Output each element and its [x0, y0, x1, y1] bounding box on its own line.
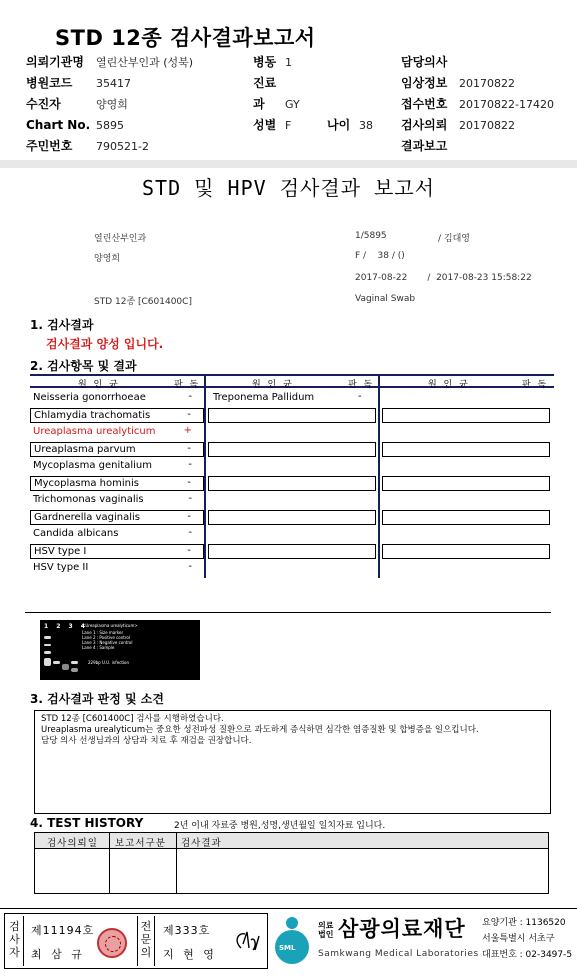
corp-type-1: 의료: [318, 921, 334, 930]
pathogen-row: [30, 561, 204, 576]
meta-id: 1/5895: [355, 231, 387, 241]
age-label: 나이: [327, 118, 351, 132]
inspector-seal-icon: [97, 928, 127, 958]
pathogen-row: [30, 476, 204, 491]
meta-dates: 2017-08-22 / 2017-08-23 15:58:22: [355, 273, 532, 283]
section1-heading: 1. 검사결과: [30, 318, 94, 332]
header-info-left: [26, 52, 193, 157]
empty-result-cell: [208, 476, 376, 491]
empty-result-cell: [382, 510, 550, 525]
treponema-row: [208, 391, 376, 406]
inspector-license: 제11194호: [31, 924, 95, 937]
age-value: 38: [359, 119, 373, 132]
section4-heading: 4. TEST HISTORY: [30, 816, 144, 830]
opinion-box: [34, 710, 551, 814]
report-footer: [0, 908, 577, 977]
history-column-line: [109, 833, 110, 893]
ward-label: 병동: [253, 55, 277, 69]
sex-value: F: [285, 119, 292, 132]
gel-lane-numbers: 1 2 3 4: [44, 623, 88, 630]
clinical-info-label: 임상정보: [401, 76, 448, 90]
gel-band: [44, 658, 51, 666]
section-divider: [0, 160, 577, 168]
department-value: GY: [285, 98, 300, 111]
empty-result-cell: [382, 544, 550, 559]
header-info-right: [401, 52, 554, 157]
gel-legend: [82, 623, 138, 650]
gel-band: [71, 668, 78, 672]
pathogen-name: HSV type II: [33, 562, 89, 573]
resident-no-label: 주민번호: [26, 139, 73, 153]
inspector-label-text: 검사자: [9, 920, 20, 959]
brand-name: 삼광의료재단: [338, 917, 466, 941]
col1-result-header: 판 독: [174, 380, 201, 390]
gel-legend-1: Lane 1 : Size marker: [82, 630, 124, 635]
opinion-line-1: STD 12종 [C601400C] 검사를 시행하였습니다.: [41, 714, 224, 724]
institution-info: [482, 915, 572, 963]
request-value: 20170822: [459, 119, 515, 132]
patient-label: 수진자: [26, 97, 61, 111]
gel-band: [53, 661, 60, 664]
pathogen-result: -: [188, 493, 192, 504]
brand-name-en: Samkwang Medical Laboratories: [318, 949, 479, 959]
pathogen-name: Mycoplasma genitalium: [33, 460, 152, 471]
column-divider: [204, 374, 206, 578]
clinic-label: 의뢰기관명: [26, 55, 84, 69]
request-label: 검사의뢰: [401, 118, 448, 132]
pathogen-name: Gardnerella vaginalis: [34, 512, 140, 523]
gel-electrophoresis-image: [40, 620, 200, 680]
gel-legend-3: Lane 3 : Negative control: [82, 640, 133, 645]
chart-no-label: Chart No.: [26, 118, 91, 132]
meta-test: STD 12종 [C601400C]: [94, 297, 192, 307]
chart-no-value: 5895: [96, 119, 124, 132]
doctor-label: 담당의사: [401, 55, 448, 69]
meta-specimen: Vaginal Swab: [355, 294, 416, 304]
institution-address: 서울특별시 서초구: [482, 934, 555, 944]
pathogen-name: Neisseria gonorrhoeae: [33, 392, 146, 403]
gel-band: [44, 651, 51, 654]
empty-result-cell: [208, 544, 376, 559]
pathogen-name: Mycoplasma hominis: [34, 478, 139, 489]
table-header: [30, 374, 554, 388]
section2-heading: 2. 검사항목 및 결과: [30, 359, 137, 373]
empty-result-cell: [382, 476, 550, 491]
gel-legend-4: Lane 4 : Sample: [82, 645, 115, 650]
treponema-name: Treponema Pallidum: [213, 392, 315, 403]
sex-label: 성별: [253, 118, 277, 132]
test-results-table: [30, 374, 554, 578]
resident-no-value: 790521-2: [96, 140, 149, 153]
col3-result-header: 판 독: [522, 380, 549, 390]
gel-band-note: 229bp U.U. infection: [88, 660, 130, 665]
department-label: 진료과: [253, 76, 277, 111]
pathogen-name: Ureaplasma urealyticum: [33, 426, 156, 437]
column-divider: [378, 374, 380, 578]
specialist-vertical-label: [137, 916, 155, 966]
pathogen-row: [30, 442, 204, 457]
history-column-line: [176, 833, 177, 893]
report-date-label: 결과보고: [401, 139, 448, 153]
std-hpv-report-title: STD 및 HPV 검사결과 보고서: [142, 176, 435, 200]
clinical-info-value: 20170822: [459, 77, 515, 90]
meta-sex-age: F / 38 / (): [355, 251, 405, 261]
pathogen-result: -: [188, 391, 192, 402]
col2-result-header: 판 독: [348, 380, 375, 390]
gel-band: [62, 664, 69, 670]
pathogen-row: [30, 493, 204, 508]
pathogen-name: Chlamydia trachomatis: [34, 410, 151, 421]
pathogen-row: [30, 408, 204, 423]
opinion-line-3: 담당 의사 선생님과의 상담과 치료 후 재검을 권장합니다.: [41, 736, 252, 746]
ward-value: 1: [285, 56, 292, 69]
pathogen-row: [30, 527, 204, 542]
history-header-row: [35, 833, 548, 849]
signature-box: [4, 913, 268, 969]
inspector-name: 최 삼 규: [31, 948, 85, 961]
institution-phone: 대표번호 : 02-3497-5: [482, 950, 573, 960]
inspector-vertical-label: [6, 916, 24, 966]
section3-heading: 3. 검사결과 판정 및 소견: [30, 692, 164, 706]
logo-text: SML: [279, 944, 296, 952]
history-col-result: 검사결과: [181, 838, 222, 849]
patient-value: 양영희: [96, 98, 128, 111]
meta-clinic: 열린산부인과: [94, 234, 147, 244]
empty-result-cell: [208, 510, 376, 525]
pathogen-name: HSV type I: [34, 546, 87, 557]
accession-value: 20170822-17420: [459, 98, 554, 111]
pathogen-name: Trichomonas vaginalis: [33, 494, 144, 505]
pathogen-row: [30, 544, 204, 559]
pathogen-result: -: [188, 561, 192, 572]
treponema-result: -: [358, 391, 362, 402]
col2-pathogen-header: 원 인 균: [252, 380, 294, 390]
empty-result-cell: [382, 442, 550, 457]
accession-label: 접수번호: [401, 97, 448, 111]
institution-code: 요양기관 : 1136520: [482, 918, 566, 928]
pathogen-result: -: [188, 459, 192, 470]
pathogen-name: Candida albicans: [33, 528, 119, 539]
pathogen-result: -: [187, 545, 191, 556]
gel-band: [44, 636, 51, 639]
report-main-title: STD 12종 검사결과보고서: [55, 26, 316, 50]
pathogen-row: [30, 391, 204, 406]
hospital-code-label: 병원코드: [26, 76, 73, 90]
specialist-label-text: 전문의: [140, 920, 152, 959]
pathogen-name: Ureaplasma parvum: [34, 444, 136, 455]
pathogen-row: [30, 425, 204, 440]
history-col-type: 보고서구분: [115, 838, 166, 849]
hospital-code-value: 35417: [96, 77, 131, 90]
positive-result-text: 검사결과 양성 입니다.: [46, 337, 164, 351]
gel-legend-2: Lane 2 : Positive control: [82, 635, 130, 640]
test-history-table: [34, 832, 549, 894]
gel-section-divider: [25, 612, 551, 613]
signature-icon: [229, 926, 269, 956]
pathogen-result: +: [183, 425, 192, 436]
gel-title: <Ureaplasma urealyticum>: [82, 623, 138, 628]
pathogen-result: -: [187, 443, 191, 454]
empty-result-cell: [382, 408, 550, 423]
corp-type-2: 법인: [318, 930, 334, 939]
col1-pathogen-header: 원 인 균: [78, 380, 120, 390]
meta-patient: 양영희: [94, 254, 121, 264]
pathogen-result: -: [187, 511, 191, 522]
specialist-license: 제333호: [163, 924, 211, 937]
pathogen-row: [30, 510, 204, 525]
pathogen-result: -: [187, 409, 191, 420]
gel-band: [71, 661, 78, 664]
corp-type: [318, 921, 333, 939]
sml-logo-icon: [272, 915, 312, 967]
clinic-value: 열린산부인과 (성북): [96, 56, 194, 69]
pathogen-result: -: [188, 527, 192, 538]
col3-pathogen-header: 원 인 균: [428, 380, 470, 390]
history-note: 2년 이내 자료중 병원,성명,생년월일 일치자료 입니다.: [174, 821, 386, 831]
gel-band: [44, 644, 51, 646]
opinion-line-2: Ureaplasma urealyticum는 중요한 성전파성 질환으로 과도하게 증식하면 심각한 염증질환 및 합병증을 일으킵니다.: [41, 725, 479, 735]
header-info-mid: [253, 52, 373, 136]
pathogen-row: [30, 459, 204, 474]
pathogen-result: -: [187, 477, 191, 488]
specialist-name: 지 현 영: [163, 948, 217, 961]
history-col-date: 검사의뢰일: [47, 838, 98, 849]
empty-result-cell: [208, 442, 376, 457]
meta-doctor: / 김대영: [438, 234, 470, 244]
empty-result-cell: [208, 408, 376, 423]
